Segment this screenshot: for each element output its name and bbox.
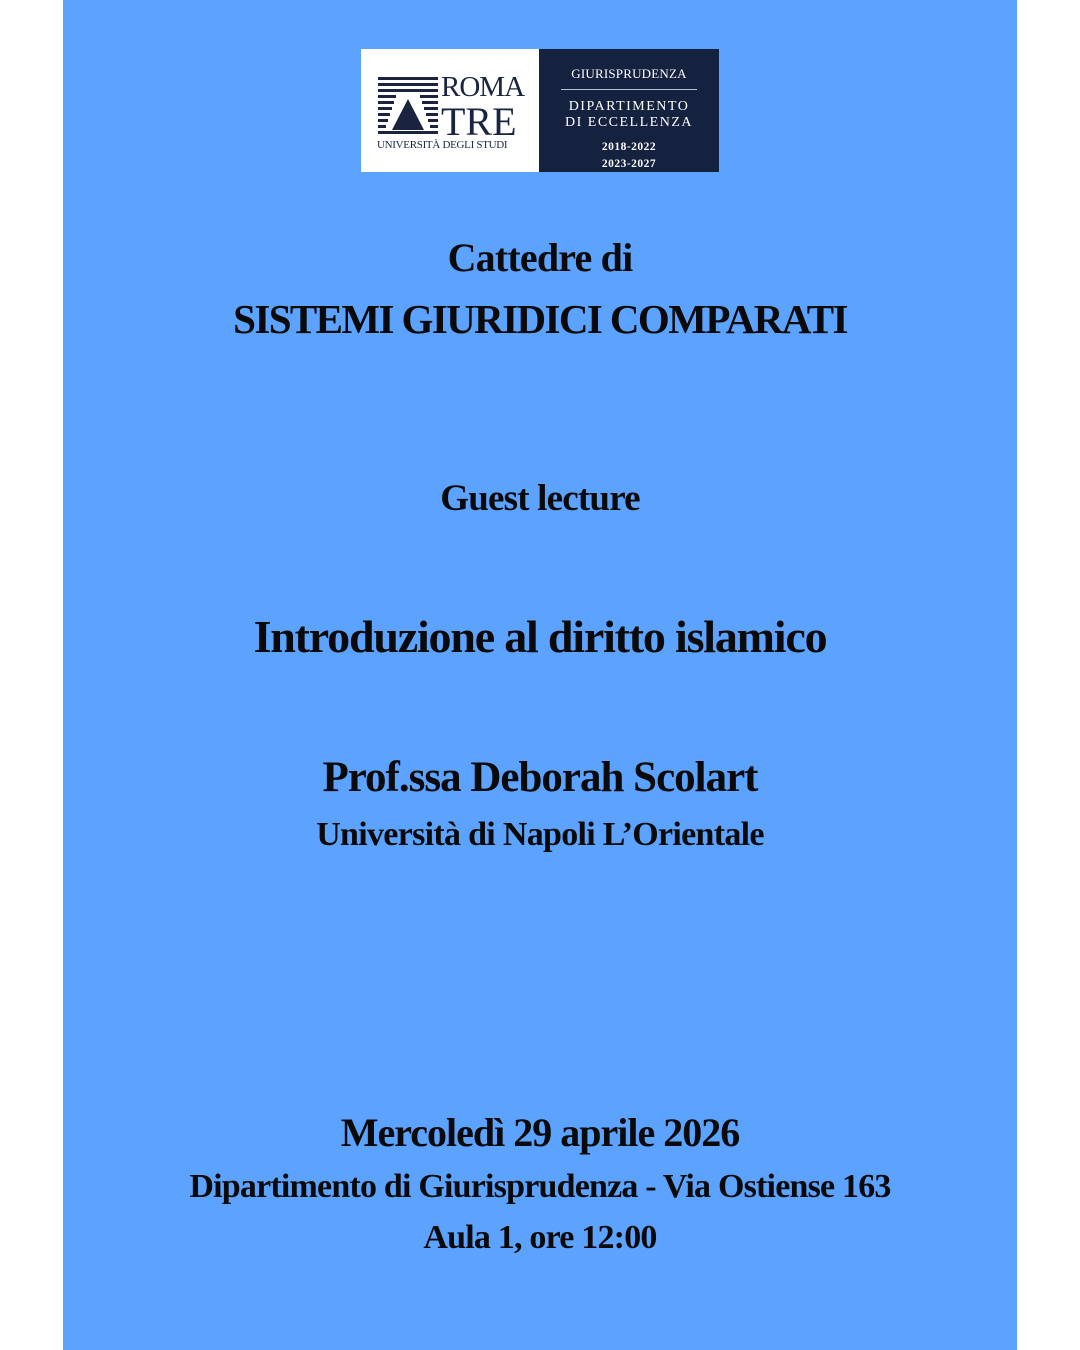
event-room-time: Aula 1, ore 12:00 [423,1219,657,1256]
logo-roma-text: ROMA [441,71,525,103]
roma-tre-emblem-icon [378,77,438,137]
logo-department-line2: DI ECCELLENZA [565,115,693,130]
speaker-name: Prof.ssa Deborah Scolart [322,754,758,801]
logo-divider [561,89,697,90]
event-venue: Dipartimento di Giurisprudenza - Via Ostiense 163 [189,1168,891,1205]
logo-faculty-text: GIURISPRUDENZA [571,66,687,81]
logo-department-panel [539,49,719,172]
logo-university-panel [361,49,539,172]
logo-years-1: 2018-2022 [601,141,657,153]
event-type: Guest lecture [440,478,640,519]
logo-tre-text: TRE [441,99,517,144]
event-date: Mercoledì 29 aprile 2026 [340,1110,740,1155]
logo-years [539,139,719,173]
header-line2: SISTEMI GIURIDICI COMPARATI [233,296,847,342]
logo-department-text [539,99,719,131]
logo-department-line1: DIPARTIMENTO [568,99,690,114]
header-line1: Cattedre di [447,235,633,280]
poster [63,0,1017,1350]
event-title: Introduzione al diritto islamico [253,611,827,662]
logo-years-2: 2023-2027 [601,158,657,170]
roma-tre-logo [361,49,719,172]
logo-university-text: UNIVERSITÀ DEGLI STUDI [377,139,508,151]
speaker-affiliation: Università di Napoli L’Orientale [316,816,764,853]
